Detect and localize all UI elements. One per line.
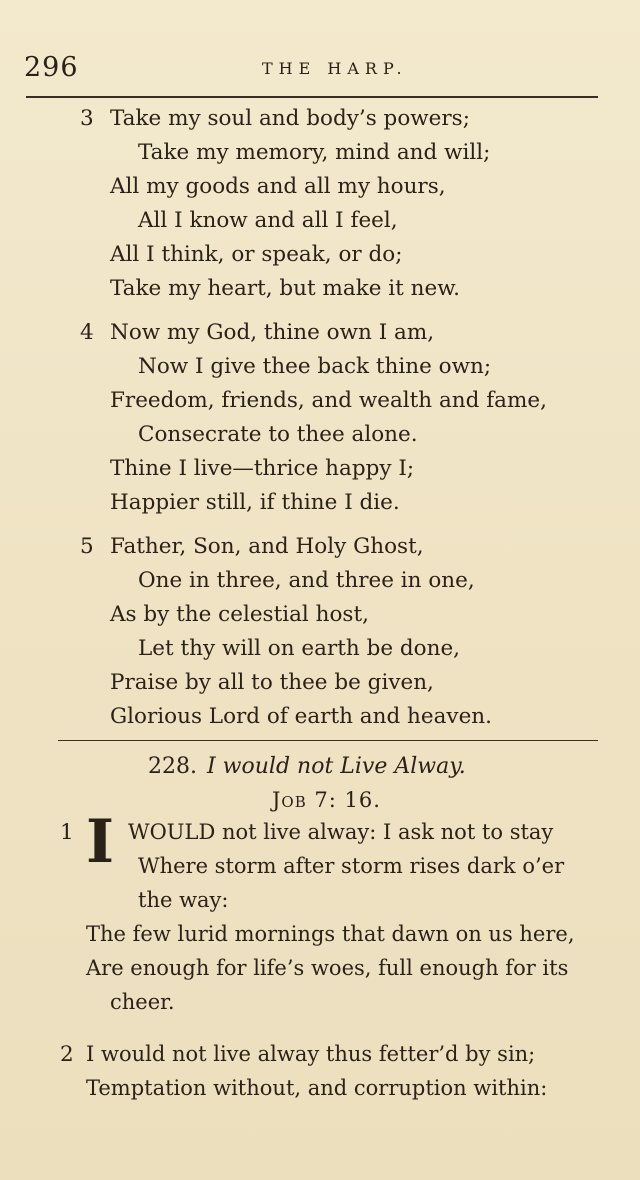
verse-line: Let thy will on earth be done, <box>138 636 461 661</box>
verse-line: One in three, and three in one, <box>138 568 475 593</box>
verse-line: Are enough for life’s woes, full enough for its <box>86 956 569 980</box>
verse-line: Consecrate to thee alone. <box>138 422 418 447</box>
verse-line: Now my God, thine own I am, <box>110 320 435 345</box>
section-rule <box>58 740 598 741</box>
verse-line: WOULD not live alway: I ask not to stay <box>128 820 554 844</box>
verse-line: Where storm after storm rises dark o’er <box>138 854 565 878</box>
verse-line: As by the celestial host, <box>110 602 369 627</box>
hymn-heading <box>148 754 466 779</box>
verse-line: All my goods and all my hours, <box>110 174 446 199</box>
verse-line: Now I give thee back thine own; <box>138 354 492 379</box>
verse-line: Thine I live—thrice happy I; <box>110 456 415 481</box>
page-number: 296 <box>24 52 79 83</box>
verse-number: 3 <box>80 106 94 131</box>
verse-line: Glorious Lord of earth and heaven. <box>110 704 492 729</box>
verse-line: Father, Son, and Holy Ghost, <box>110 534 424 559</box>
verse-line: cheer. <box>110 990 175 1014</box>
verse-number: 2 <box>60 1042 74 1067</box>
verse-line: Take my soul and body’s powers; <box>110 106 470 131</box>
verse-line: The few lurid mornings that dawn on us here, <box>86 922 575 946</box>
verse-line: Freedom, friends, and wealth and fame, <box>110 388 547 413</box>
running-title: THE HARP. <box>262 59 408 78</box>
verse-line: Temptation without, and corruption within: <box>86 1076 548 1100</box>
scripture-reference: Job 7: 16. <box>272 788 381 812</box>
hymn-title: I would not Live Alway. <box>206 754 466 779</box>
verse-line: Praise by all to thee be given, <box>110 670 434 695</box>
verse-number: 5 <box>80 534 94 559</box>
verse-line: Take my heart, but make it new. <box>110 276 460 301</box>
verse-line: Happier still, if thine I die. <box>110 490 400 515</box>
page-header <box>22 52 610 92</box>
verse-line: All I know and all I feel, <box>138 208 398 233</box>
verse-line: I would not live alway thus fetter’d by sin; <box>86 1042 536 1066</box>
hymn-number: 228. <box>148 754 197 779</box>
verse-number: 4 <box>80 320 94 345</box>
verse-line: Take my memory, mind and will; <box>138 140 491 165</box>
verse-line: the way: <box>138 888 229 912</box>
verse-line: All I think, or speak, or do; <box>110 242 403 267</box>
drop-cap: I <box>86 807 115 877</box>
verse-number: 1 <box>60 820 74 845</box>
header-rule <box>26 96 598 98</box>
